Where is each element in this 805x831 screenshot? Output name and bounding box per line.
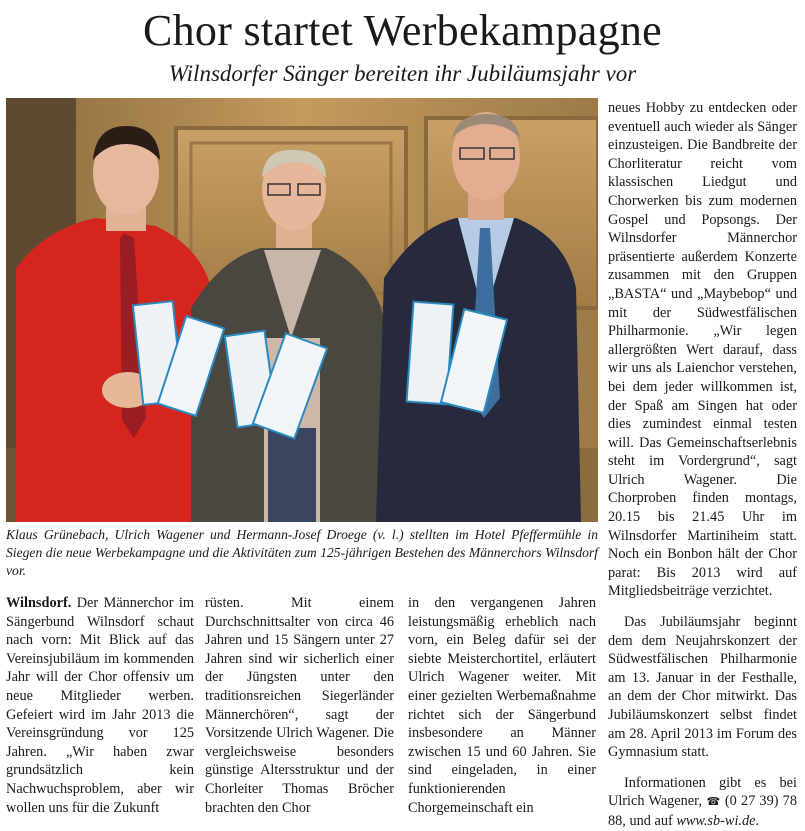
contact-text: Informationen gibt es bei Ulrich Wagener, [608, 774, 797, 810]
phone-icon: ☎ [705, 796, 721, 809]
body-column-2 [205, 594, 394, 817]
phone-number: (0 27 39) 78 88, [608, 793, 797, 829]
body-text: rüsten. Mit einem Durchschnittsalter von circa 46 Jahren und 15 Sängern unter 27 Jahren sind wir sicherlich einer der Jüngsten unter den traditionsreichen Siegerländer Männerchören“, sagt der Vorsitzende Ulrich Wagener. Die vergleichsweise besonders günstige Altersstruktur und der Chorleiter Thomas Bröcher brachten den Chor [205, 595, 394, 816]
photo-illustration [6, 98, 598, 522]
body-text: Das Jubiläumsjahr beginnt dem dem Neujahrskonzert der Südwestfälischen Philharmonie am 13. Januar in der Festhalle, an dem der Chor mitwirkt. Das Jubiläumskonzert selbst findet am 28. April 2013 im Forum des Gymnasium statt. [608, 614, 797, 761]
dateline: Wilnsdorf. [6, 595, 72, 611]
headline: Chor startet Werbekampagne [142, 6, 663, 55]
subheadline: Wilnsdorfer Sänger bereiten ihr Jubiläumsjahr vor [168, 61, 637, 86]
body-column-4 [608, 99, 797, 831]
body-text: Der Männerchor im Sängerbund Wilnsdorf schaut nach vorn: Mit Blick auf das Vereinsjubiläum im kommenden Jahr will der Chor offensiv um neue Mitglieder werben. Gefeiert wird im Jahr 2013 die Vereinsgründung vor 125 Jahren. „Wir haben zwar grundsätzlich kein Nachwuchsproblem, aber wir wollen uns für die Zukunft [6, 595, 195, 816]
body-text: in den vergangenen Jahren leistungsmäßig erheblich nach vorn, ein Beleg dafür sei der siebte Meisterchortitel, erläutert Ulrich Wagener weiter. Mit einer gezielten Werbemaßnahme richtet sich der Sängerbund insbesondere an Männer zwischen 15 und 60 Jahren. Sie sind eingeladen, in einer funktionierenden Chorgemeinschaft ein [408, 595, 596, 816]
article-photo [6, 98, 598, 522]
photo-caption: Klaus Grünebach, Ulrich Wagener und Hermann-Josef Droege (v. l.) stellten im Hotel Pfeffermühle in Siegen die neue Werbekampagne und die Aktivitäten zum 125-jährigen Bestehen des Männerchors Wilnsdorf vor. [6, 527, 598, 578]
website-url: www.sb-wi.de [676, 812, 756, 829]
url-tail: . [755, 812, 760, 829]
body-text: neues Hobby zu entdecken oder eventuell auch wieder als Sänger einzusteigen. Die Bandbreite der Chorliteratur reicht vom klassischen Liedgut und Chorwerken bis zum modernen Gospel und Popsongs. Der Wilnsdorfer Männerchor präsentierte außerdem Konzerte zusammen mit den Gruppen „BASTA“ und „Maybebop“ und mit der Südwestfälischen Philharmonie. „Wir legen allergrößten Wert darauf, dass wir uns als Laienchor verstehen, bei dem jeder willkommen ist, der Spaß am Singen hat oder dies zumindest einmal testen will. Das Gemeinschaftserlebnis steht im Vordergrund“, sagt Ulrich Wagener. Die Chorproben finden montags, 20.15 bis 21.45 Uhr im Wilnsdorfer Martiniheim statt. Noch ein Bonbon hält der Chor parat: Bis 2013 wird auf Mitgliedsbeiträge verzichtet. [608, 100, 797, 600]
body-column-1 [6, 594, 194, 817]
body-column-3 [408, 594, 596, 817]
contact-paragraph: Informationen gibt es bei Ulrich Wagener, ☎ (0 27 39) 78 88, und auf www.sb-wi.de. [608, 774, 797, 829]
